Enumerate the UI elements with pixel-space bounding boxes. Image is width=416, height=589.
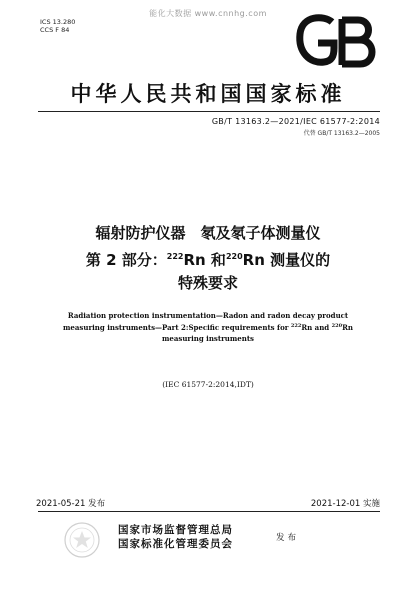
ccs-code: CCS F 84 bbox=[40, 26, 70, 34]
watermark-text: 能化大数据 www.cnnhg.com bbox=[149, 9, 267, 18]
english-title-line1: Radiation protection instrumentation—Radon and radon decay product bbox=[67, 311, 349, 320]
english-title-line3: measuring instruments bbox=[161, 334, 255, 343]
chinese-title-line2: 第 2 部分：$^{222}$Rn 和$^{220}$Rn 测量仪的 bbox=[85, 251, 331, 269]
issue-label: 发布 bbox=[276, 533, 300, 543]
ics-code: ICS 13.280 bbox=[40, 18, 76, 26]
seal-icon bbox=[62, 520, 102, 560]
english-title-line2: measuring instruments—Part 2:Specific requirements for $^{222}$Rn and $^{220}$Rn bbox=[63, 323, 353, 332]
issuer-samr: 国家市场监督管理总局 bbox=[118, 524, 233, 536]
chinese-title-line3: 特殊要求 bbox=[177, 274, 238, 292]
footer-divider bbox=[38, 511, 380, 512]
publish-date: 2021-05-21 发布 bbox=[36, 499, 106, 509]
english-title bbox=[0, 310, 416, 344]
replaces-note: 代替 GB/T 13163.2—2005 bbox=[303, 130, 380, 137]
idt-reference: (IEC 61577-2:2014,IDT) bbox=[162, 380, 254, 389]
chinese-title-line1: 辐射防护仪器 氡及氡子体测量仪 bbox=[95, 224, 321, 242]
standard-category-title: 中华人民共和国国家标准 bbox=[70, 82, 346, 106]
gb-logo-icon bbox=[294, 12, 380, 72]
effective-date: 2021-12-01 实施 bbox=[310, 499, 380, 509]
issuing-authorities bbox=[118, 523, 233, 551]
header-divider bbox=[38, 111, 380, 112]
standard-number: GB/T 13163.2—2021/IEC 61577-2:2014 bbox=[211, 117, 380, 126]
issuer-sac: 国家标准化管理委员会 bbox=[118, 538, 233, 550]
chinese-title bbox=[0, 222, 416, 295]
classification-codes bbox=[40, 18, 75, 34]
